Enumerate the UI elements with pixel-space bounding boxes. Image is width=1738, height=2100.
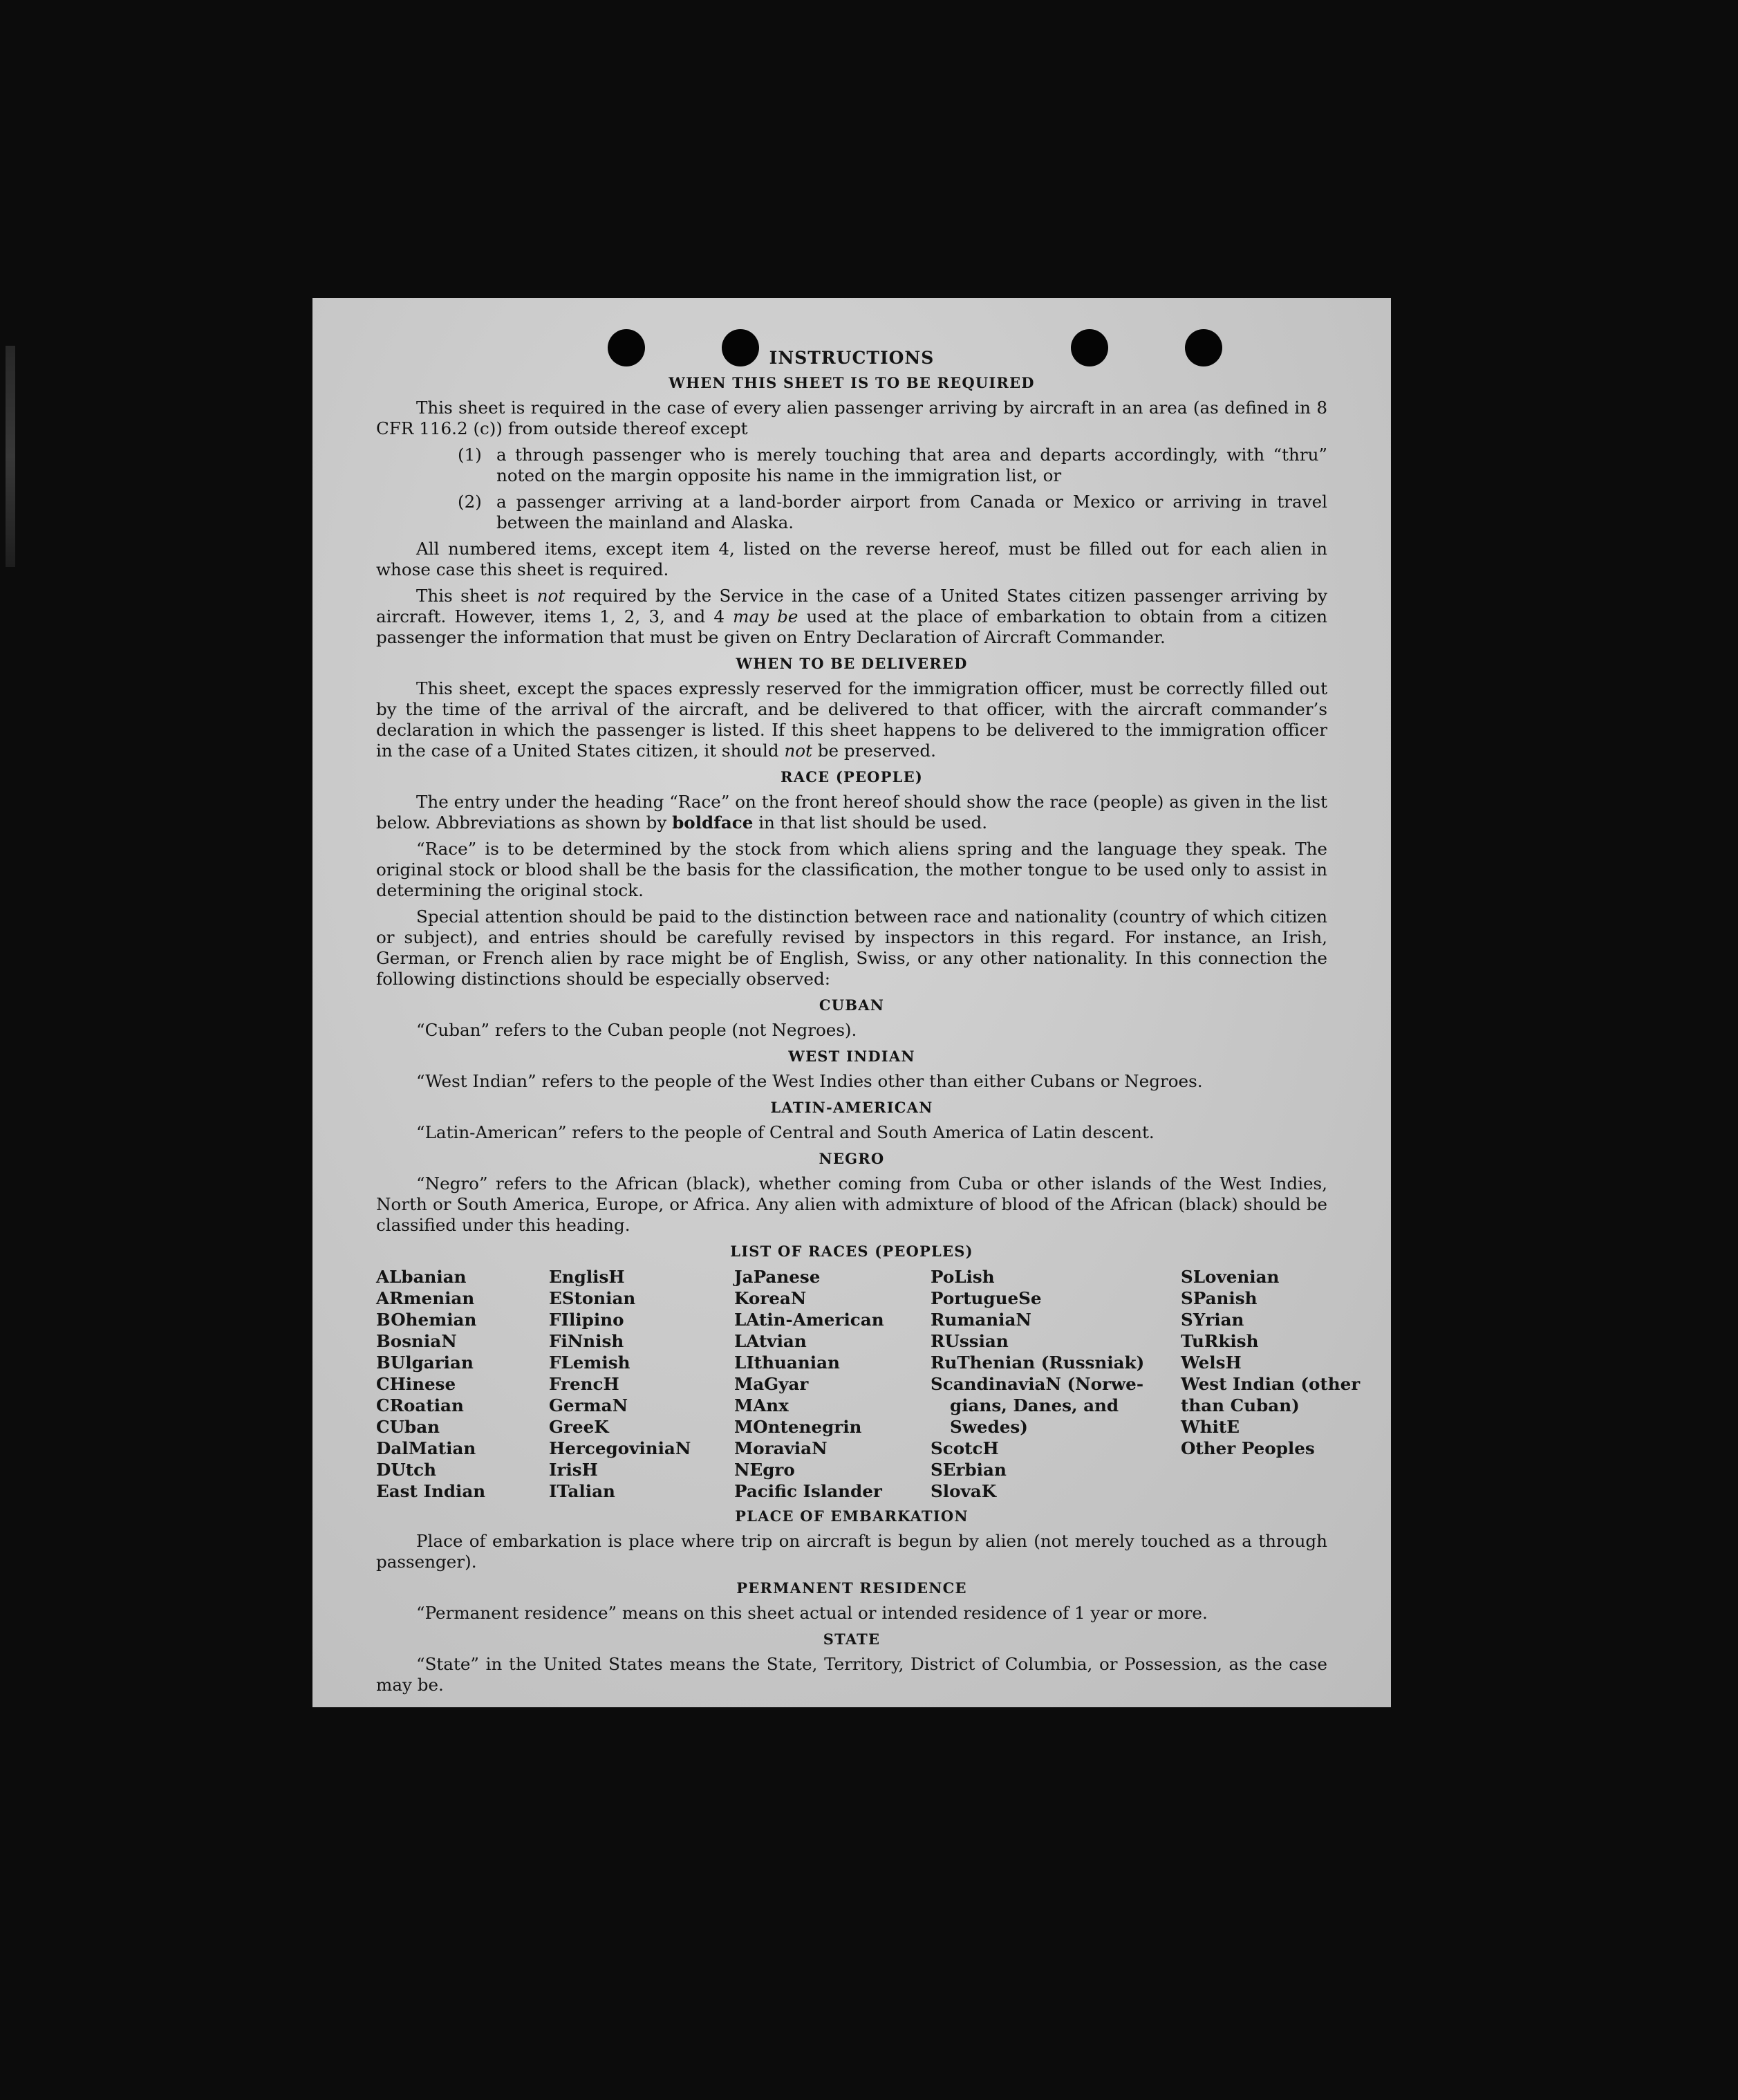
race-entry: PortugueSe — [931, 1288, 1042, 1308]
race-entry: IrisH — [549, 1460, 598, 1480]
race-entry: MaGyar — [734, 1374, 809, 1394]
heading-state: STATE — [823, 1630, 881, 1648]
paragraph: “Race” is to be determined by the stock from which aliens spring and the language they speak. The original stock or blood shall be the basis for the classification, the mother tongue to be used only to assist in determining the original stock. — [376, 839, 1327, 900]
race-entry: JaPanese — [734, 1267, 821, 1287]
race-entry: BOhemian — [376, 1310, 477, 1330]
heading-when-delivered: WHEN TO BE DELIVERED — [736, 655, 968, 672]
heading-when-required: WHEN THIS SHEET IS TO BE REQUIRED — [669, 374, 1035, 391]
race-entry: GermaN — [549, 1395, 628, 1415]
race-entry: EStonian — [549, 1288, 636, 1308]
race-entry: DalMatian — [376, 1438, 476, 1458]
race-entry: LAtvian — [734, 1331, 807, 1351]
race-entry: RUssian — [931, 1331, 1009, 1351]
heading-permanent-residence: PERMANENT RESIDENCE — [736, 1579, 967, 1597]
heading-list-of-races: LIST OF RACES (PEOPLES) — [730, 1243, 973, 1260]
paragraph: “Cuban” refers to the Cuban people (not Negroes). — [416, 1020, 857, 1040]
race-entry: ScandinaviaN (Norwe- — [931, 1374, 1144, 1394]
paragraph: All numbered items, except item 4, listed on the reverse hereof, must be filled out for each alien in whose case this sheet is required. — [376, 539, 1327, 579]
race-entry: Pacific Islander — [734, 1481, 882, 1501]
race-entry: FrencH — [549, 1374, 619, 1394]
race-entry: GreeK — [549, 1417, 609, 1437]
paragraph: This sheet is required in the case of every alien passenger arriving by aircraft in an area (as defined in 8 CFR 116.2 (c)) from outside thereof except — [376, 398, 1327, 438]
race-entry: ARmenian — [376, 1288, 475, 1308]
race-entry: LIthuanian — [734, 1353, 840, 1373]
race-entry: TuRkish — [1181, 1331, 1259, 1351]
race-entry: CUban — [376, 1417, 440, 1437]
paragraph: This sheet, except the spaces expressly reserved for the immigration officer, must be correctly filled out by the time of the arrival of the aircraft, and be delivered to that officer, with the aircraft commander’s declaration in which the passenger is listed. If this sheet happens to be delivered to the immigration officer in the case of a United States citizen, it should not be preserved. — [376, 678, 1327, 761]
race-entry: FiNnish — [549, 1331, 624, 1351]
race-entry: BosniaN — [376, 1331, 457, 1351]
list-item: (2) a passenger arriving at a land-border airport from Canada or Mexico or arriving in travel between the mainland and Alaska. — [458, 492, 1327, 532]
race-entry: RumaniaN — [931, 1310, 1031, 1330]
race-entry: RuThenian (Russniak) — [931, 1353, 1145, 1373]
race-entry: CRoatian — [376, 1395, 464, 1415]
race-entry: FLemish — [549, 1353, 630, 1373]
race-entry: ScotcH — [931, 1438, 999, 1458]
heading-cuban: CUBAN — [819, 996, 885, 1014]
heading-embarkation: PLACE OF EMBARKATION — [735, 1507, 969, 1525]
race-entry: MAnx — [734, 1395, 789, 1415]
punch-hole — [608, 329, 645, 366]
paragraph: “West Indian” refers to the people of the West Indies other than either Cubans or Negroes. — [416, 1071, 1203, 1091]
race-entry: ALbanian — [376, 1267, 467, 1287]
race-entry: DUtch — [376, 1460, 436, 1480]
race-entry: WelsH — [1181, 1353, 1242, 1373]
race-entry: SLovenian — [1181, 1267, 1280, 1287]
races-column-2 — [549, 1266, 734, 1502]
instruction-sheet — [312, 298, 1391, 1707]
race-entry: NEgro — [734, 1460, 795, 1480]
heading-west-indian: WEST INDIAN — [788, 1048, 915, 1065]
race-entry: SlovaK — [931, 1481, 997, 1501]
paragraph: Place of embarkation is place where trip on aircraft is begun by alien (not merely touched as a through passenger). — [376, 1531, 1327, 1572]
races-list — [376, 1266, 1361, 1502]
heading-latin-american: LATIN-AMERICAN — [770, 1099, 933, 1116]
paragraph: This sheet is not required by the Service in the case of a United States citizen passenger arriving by aircraft. However, items 1, 2, 3, and 4 may be used at the place of embarkation to obtain from a citizen passenger the information that must be given on Entry Declaration of Aircraft Commander. — [376, 586, 1327, 647]
list-item: (1) a through passenger who is merely touching that area and departs accordingly, with “thru” noted on the margin opposite his name in the immigration list, or — [458, 445, 1327, 485]
race-entry: PoLish — [931, 1267, 995, 1287]
sheet-content — [376, 348, 1361, 1695]
race-entry: BUlgarian — [376, 1353, 474, 1373]
race-entry: HercegoviniaN — [549, 1438, 691, 1458]
race-entry: SYrian — [1181, 1310, 1244, 1330]
race-entry: CHinese — [376, 1374, 456, 1394]
race-entry: LAtin-American — [734, 1310, 884, 1330]
heading-race: RACE (PEOPLE) — [781, 768, 923, 786]
heading-negro: NEGRO — [819, 1150, 885, 1167]
race-entry: ITalian — [549, 1481, 615, 1501]
race-entry: SErbian — [931, 1460, 1007, 1480]
races-column-1 — [376, 1266, 549, 1502]
punch-hole — [1185, 329, 1222, 366]
race-entry: SPanish — [1181, 1288, 1258, 1308]
race-entry: West Indian (other — [1181, 1374, 1361, 1394]
race-entry: KoreaN — [734, 1288, 807, 1308]
race-entry: MoraviaN — [734, 1438, 828, 1458]
paragraph: “State” in the United States means the State, Territory, District of Columbia, or Possession, as the case may be. — [376, 1654, 1327, 1695]
paragraph: “Negro” refers to the African (black), whether coming from Cuba or other islands of the West Indies, North or South America, Europe, or Africa. Any alien with admixture of blood of the African (black) should be classified under this heading. — [376, 1173, 1327, 1235]
paragraph: “Latin-American” refers to the people of Central and South America of Latin descent. — [416, 1122, 1155, 1142]
race-entry: FIlipino — [549, 1310, 624, 1330]
races-column-4 — [931, 1266, 1181, 1502]
punch-hole — [1071, 329, 1108, 366]
paragraph: “Permanent residence” means on this sheet actual or intended residence of 1 year or more. — [416, 1603, 1208, 1623]
page-title: INSTRUCTIONS — [769, 348, 935, 368]
race-entry-continued: gians, Danes, and — [950, 1395, 1119, 1415]
paragraph: The entry under the heading “Race” on the front hereof should show the race (people) as given in the list below. Abbreviations as shown by boldface in that list should be used. — [376, 792, 1327, 833]
race-entry: Other Peoples — [1181, 1438, 1315, 1458]
film-edge — [6, 346, 15, 567]
paragraph: Special attention should be paid to the distinction between race and nationality (country of which citizen or subject), and entries should be carefully revised by inspectors in this regard. For instance, an Irish, German, or French alien by race might be of English, Swiss, or any other nationality. In this connection the following distinctions should be especially observed: — [376, 907, 1327, 989]
race-entry: EnglisH — [549, 1267, 625, 1287]
race-entry: East Indian — [376, 1481, 486, 1501]
races-column-5 — [1181, 1266, 1360, 1502]
punch-hole — [722, 329, 759, 366]
race-entry: WhitE — [1181, 1417, 1240, 1437]
race-entry-continued: than Cuban) — [1181, 1395, 1300, 1415]
race-entry-continued: Swedes) — [950, 1417, 1028, 1437]
race-entry: MOntenegrin — [734, 1417, 862, 1437]
races-column-3 — [734, 1266, 931, 1502]
